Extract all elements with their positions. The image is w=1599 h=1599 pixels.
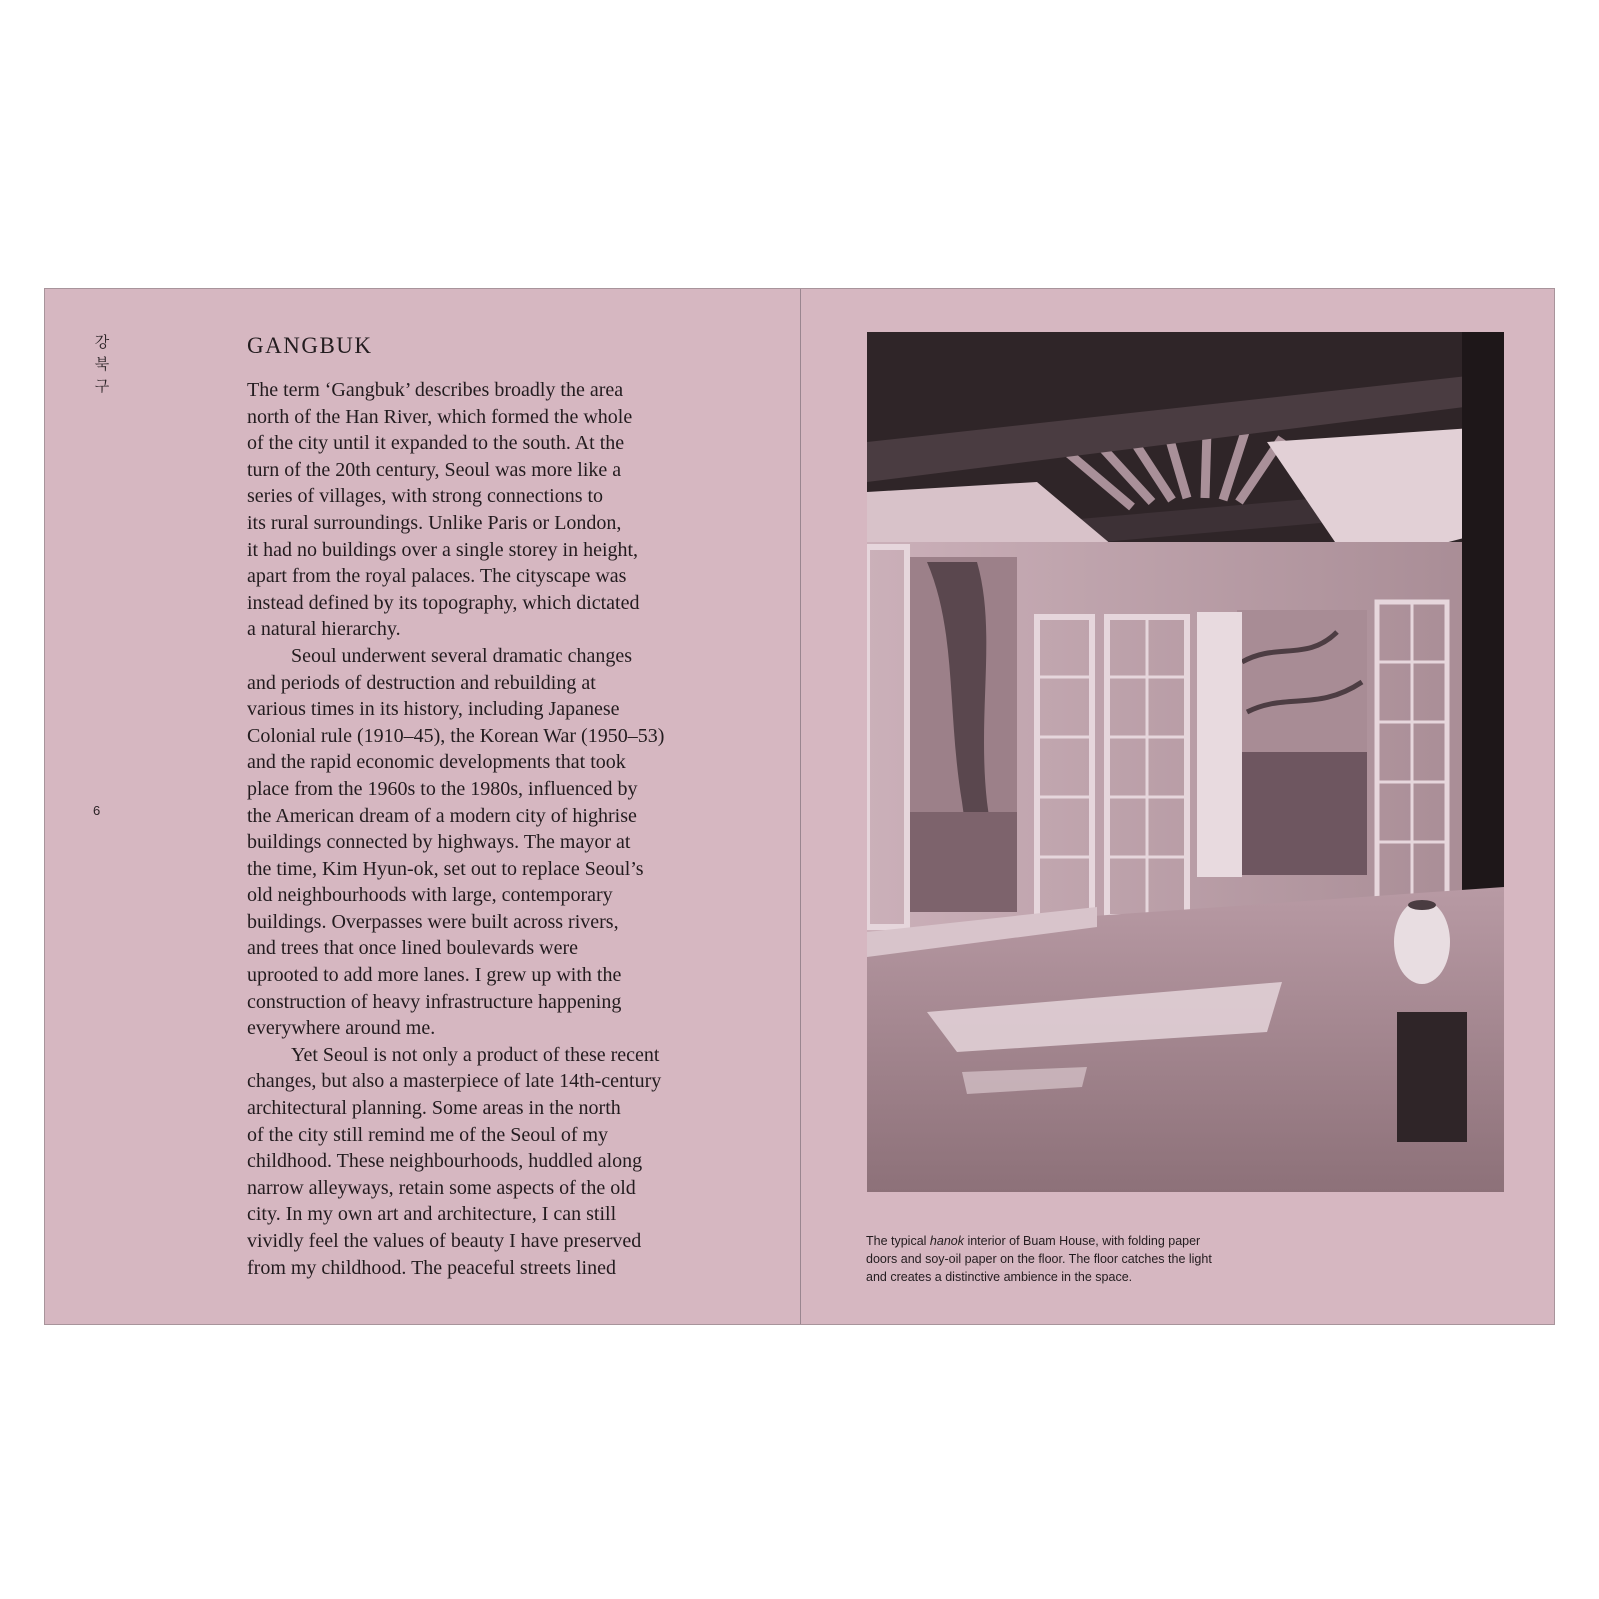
body-line: everywhere around me. — [247, 1017, 436, 1040]
body-line: turn of the 20th century, Seoul was more like a — [247, 458, 622, 481]
body-line: the American dream of a modern city of highrise — [247, 804, 637, 827]
body-line: apart from the royal palaces. The cityscape was — [247, 565, 627, 588]
body-line: of the city still remind me of the Seoul of my — [247, 1123, 609, 1146]
caption-text: The typical — [866, 1234, 930, 1248]
right-page — [801, 289, 1556, 1324]
body-line: The term ‘Gangbuk’ describes broadly the area — [247, 379, 624, 401]
body-line: north of the Han River, which formed the whole — [247, 405, 633, 428]
chapter-heading: GANGBUK — [247, 333, 373, 358]
body-line: buildings connected by highways. The mayor at — [247, 831, 631, 854]
body-line: it had no buildings over a single storey in height, — [247, 538, 639, 561]
body-line: changes, but also a masterpiece of late 14th-century — [247, 1070, 662, 1093]
book-spread — [44, 288, 1555, 1325]
body-text — [247, 377, 767, 1281]
body-line: and the rapid economic developments that took — [247, 751, 626, 774]
body-line: instead defined by its topography, which dictated — [247, 591, 640, 614]
caption-line: doors and soy-oil paper on the floor. The floor catches the light — [866, 1252, 1212, 1266]
body-line: various times in its history, including Japanese — [247, 698, 620, 721]
korean-char: 강 — [94, 333, 110, 351]
body-line: its rural surroundings. Unlike Paris or London, — [247, 511, 622, 534]
body-line: Seoul underwent several dramatic changes — [291, 644, 632, 667]
caption-text: interior of Buam House, with folding paper — [963, 1234, 1201, 1248]
page-number: 6 — [93, 803, 101, 818]
body-line: a natural hierarchy. — [247, 618, 401, 641]
body-line: Yet Seoul is not only a product of these recent — [291, 1043, 660, 1066]
body-line: buildings. Overpasses were built across rivers, — [247, 910, 619, 933]
korean-char: 구 — [94, 377, 110, 395]
body-line: vividly feel the values of beauty I have preserved — [247, 1230, 642, 1252]
korean-char: 북 — [94, 355, 110, 373]
photo-caption — [866, 1232, 1266, 1286]
body-line: the time, Kim Hyun-ok, set out to replace Seoul’s — [247, 857, 644, 880]
body-line: Colonial rule (1910–45), the Korean War (1950–53) — [247, 724, 665, 747]
caption-line: and creates a distinctive ambience in the space. — [866, 1270, 1133, 1284]
body-line: and periods of destruction and rebuilding at — [247, 671, 596, 694]
hanok-interior-photo — [867, 332, 1504, 1192]
body-line: childhood. These neighbourhoods, huddled along — [247, 1150, 643, 1173]
korean-vertical-title — [90, 331, 114, 397]
body-line: series of villages, with strong connections to — [247, 485, 604, 508]
body-line: architectural planning. Some areas in the north — [247, 1097, 621, 1120]
body-line: city. In my own art and architecture, I can still — [247, 1203, 617, 1226]
body-line: of the city until it expanded to the south. At the — [247, 432, 625, 455]
left-page — [45, 289, 800, 1324]
body-line: from my childhood. The peaceful streets lined — [247, 1256, 616, 1279]
body-line: narrow alleyways, retain some aspects of the old — [247, 1176, 636, 1199]
body-line: uprooted to add more lanes. I grew up with the — [247, 964, 622, 987]
body-line: construction of heavy infrastructure happening — [247, 990, 622, 1013]
body-line: place from the 1960s to the 1980s, influenced by — [247, 777, 638, 800]
body-line: and trees that once lined boulevards were — [247, 937, 578, 960]
body-line: old neighbourhoods with large, contemporary — [247, 884, 613, 907]
photo-illustration — [867, 332, 1504, 1192]
caption-italic-word: hanok — [929, 1234, 964, 1248]
caption-line — [866, 1232, 1266, 1250]
